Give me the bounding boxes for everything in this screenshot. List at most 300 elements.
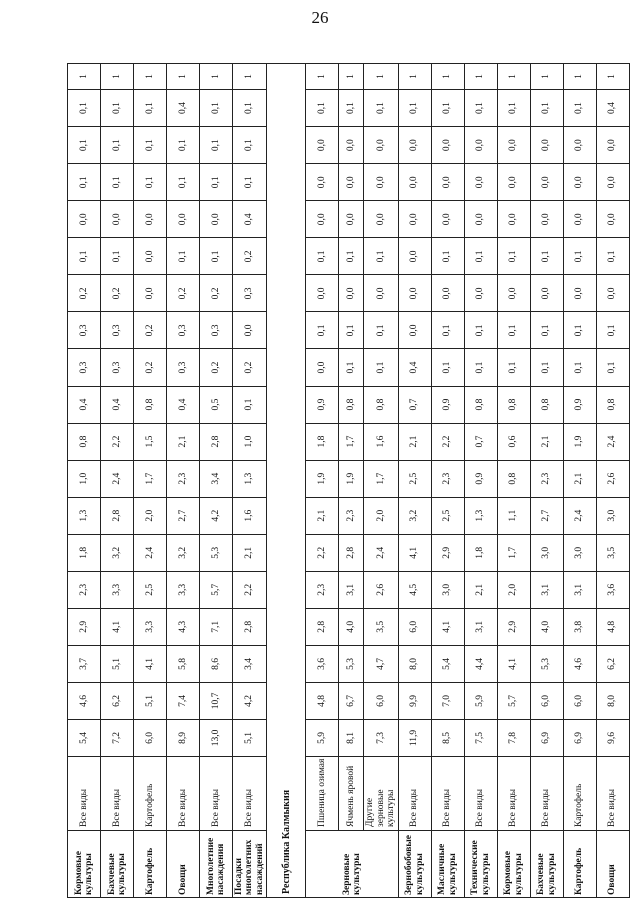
value-cell: 0,0 [464, 201, 497, 238]
value-cell: 4,1 [398, 534, 431, 571]
value-cell: 0,1 [233, 127, 267, 164]
value-cell: 0,4 [398, 349, 431, 386]
value-cell: 1,3 [464, 497, 497, 534]
value-cell: 5,4 [431, 645, 464, 682]
value-cell: 0,1 [101, 90, 134, 127]
value-cell: 0,1 [497, 238, 530, 275]
value-cell: 3,6 [596, 571, 629, 608]
value-cell: 3,1 [464, 608, 497, 645]
value-cell: 0,4 [167, 90, 200, 127]
value-cell: 0,1 [101, 238, 134, 275]
value-cell: 2,8 [200, 423, 233, 460]
value-cell: 0,1 [200, 164, 233, 201]
value-cell: 1,7 [364, 460, 398, 497]
last-cell: 1 [101, 64, 134, 90]
value-cell: 8,6 [200, 645, 233, 682]
value-cell: 0,1 [563, 312, 596, 349]
value-cell: 5,3 [339, 645, 364, 682]
value-cell: 0,2 [68, 275, 101, 312]
value-cell: 0,1 [431, 90, 464, 127]
value-cell: 0,9 [563, 386, 596, 423]
value-cell: 0,1 [398, 90, 431, 127]
value-cell: 4,6 [68, 682, 101, 719]
value-cell: 3,2 [398, 497, 431, 534]
value-cell: 0,0 [306, 164, 339, 201]
value-cell: 0,1 [364, 349, 398, 386]
value-cell: 0,1 [233, 90, 267, 127]
value-cell: 0,8 [339, 386, 364, 423]
value-cell: 0,1 [134, 164, 167, 201]
value-cell: 1,7 [339, 423, 364, 460]
crop-cell: Картофель [134, 831, 167, 898]
value-cell: 0,1 [306, 90, 339, 127]
value-cell: 8,9 [167, 719, 200, 756]
value-cell: 1,3 [233, 460, 267, 497]
value-cell: 0,1 [101, 164, 134, 201]
value-cell: 2,9 [431, 534, 464, 571]
value-cell: 0,0 [134, 275, 167, 312]
table-body-bottom [306, 64, 629, 898]
value-cell: 0,2 [101, 275, 134, 312]
value-cell: 0,3 [200, 312, 233, 349]
value-cell: 0,1 [497, 90, 530, 127]
last-cell: 1 [167, 64, 200, 90]
value-cell: 7,4 [167, 682, 200, 719]
value-cell: 2,8 [306, 608, 339, 645]
value-cell: 0,0 [464, 275, 497, 312]
value-cell: 0,1 [233, 164, 267, 201]
value-cell: 0,4 [68, 386, 101, 423]
value-cell: 6,0 [398, 608, 431, 645]
value-cell: 3,6 [306, 645, 339, 682]
value-cell: 0,1 [306, 238, 339, 275]
value-cell: 4,3 [167, 608, 200, 645]
value-cell: 6,0 [364, 682, 398, 719]
value-cell: 3,3 [134, 608, 167, 645]
value-cell: 0,0 [364, 201, 398, 238]
value-cell: 3,2 [167, 534, 200, 571]
value-cell: 0,8 [364, 386, 398, 423]
value-cell: 2,8 [233, 608, 267, 645]
table-row [431, 64, 464, 898]
value-cell: 0,0 [306, 127, 339, 164]
value-cell: 6,2 [596, 645, 629, 682]
value-cell: 0,0 [563, 275, 596, 312]
value-cell: 6,0 [134, 719, 167, 756]
last-cell: 1 [364, 64, 398, 90]
value-cell: 4,1 [101, 608, 134, 645]
table-row [464, 64, 497, 898]
value-cell: 0,0 [563, 164, 596, 201]
value-cell: 2,3 [530, 460, 563, 497]
value-cell: 0,1 [167, 164, 200, 201]
value-cell: 2,3 [306, 571, 339, 608]
value-cell: 9,6 [596, 719, 629, 756]
last-cell: 1 [134, 64, 167, 90]
value-cell: 2,5 [134, 571, 167, 608]
value-cell: 0,0 [497, 164, 530, 201]
value-cell: 0,1 [339, 238, 364, 275]
section-title: Республика Калмыкия [267, 64, 306, 898]
last-cell: 1 [431, 64, 464, 90]
value-cell: 2,7 [530, 497, 563, 534]
last-cell: 1 [563, 64, 596, 90]
value-cell: 2,1 [233, 534, 267, 571]
value-cell: 2,1 [563, 460, 596, 497]
value-cell: 0,1 [563, 90, 596, 127]
value-cell: 0,1 [530, 238, 563, 275]
value-cell: 0,0 [596, 164, 629, 201]
value-cell: 2,3 [167, 460, 200, 497]
kind-cell: Все виды [596, 757, 629, 831]
value-cell: 2,1 [530, 423, 563, 460]
value-cell: 0,0 [306, 349, 339, 386]
value-cell: 4,8 [596, 608, 629, 645]
last-cell: 1 [464, 64, 497, 90]
crop-cell: Масличные культуры [431, 831, 464, 898]
value-cell: 1,0 [233, 423, 267, 460]
value-cell: 0,7 [464, 423, 497, 460]
value-cell: 1,7 [134, 460, 167, 497]
value-cell: 0,4 [233, 201, 267, 238]
value-cell: 0,8 [464, 386, 497, 423]
value-cell: 0,0 [134, 201, 167, 238]
table-row [167, 64, 200, 898]
value-cell: 5,1 [233, 719, 267, 756]
value-cell: 4,1 [497, 645, 530, 682]
table-row [339, 64, 364, 898]
value-cell: 0,1 [200, 238, 233, 275]
value-cell: 8,0 [596, 682, 629, 719]
value-cell: 0,1 [306, 312, 339, 349]
value-cell: 5,1 [101, 645, 134, 682]
section-row [267, 64, 306, 898]
value-cell: 6,9 [563, 719, 596, 756]
value-cell: 7,1 [200, 608, 233, 645]
kind-cell: Картофель [563, 757, 596, 831]
value-cell: 0,1 [563, 349, 596, 386]
value-cell: 0,0 [339, 201, 364, 238]
value-cell: 3,3 [167, 571, 200, 608]
value-cell: 0,1 [497, 349, 530, 386]
value-cell: 0,1 [497, 312, 530, 349]
value-cell: 6,9 [530, 719, 563, 756]
value-cell: 0,0 [497, 275, 530, 312]
value-cell: 0,0 [364, 275, 398, 312]
value-cell: 0,8 [68, 423, 101, 460]
value-cell: 0,1 [596, 312, 629, 349]
value-cell: 0,1 [200, 90, 233, 127]
value-cell: 0,1 [167, 127, 200, 164]
value-cell: 5,7 [200, 571, 233, 608]
value-cell: 0,8 [497, 460, 530, 497]
value-cell: 5,9 [306, 719, 339, 756]
value-cell: 1,8 [464, 534, 497, 571]
value-cell: 0,3 [101, 349, 134, 386]
value-cell: 2,9 [497, 608, 530, 645]
value-cell: 1,3 [68, 497, 101, 534]
value-cell: 0,0 [398, 127, 431, 164]
value-cell: 1,1 [497, 497, 530, 534]
value-cell: 6,0 [563, 682, 596, 719]
value-cell: 0,0 [398, 238, 431, 275]
last-cell: 1 [398, 64, 431, 90]
value-cell: 0,2 [200, 349, 233, 386]
value-cell: 0,9 [306, 386, 339, 423]
value-cell: 0,0 [339, 164, 364, 201]
value-cell: 0,1 [68, 127, 101, 164]
table-row [134, 64, 167, 898]
value-cell: 2,6 [596, 460, 629, 497]
value-cell: 0,3 [68, 349, 101, 386]
value-cell: 3,5 [364, 608, 398, 645]
value-cell: 3,7 [68, 645, 101, 682]
value-cell: 0,1 [339, 349, 364, 386]
value-cell: 0,2 [233, 349, 267, 386]
value-cell: 4,5 [398, 571, 431, 608]
value-cell: 0,4 [167, 386, 200, 423]
value-cell: 11,9 [398, 719, 431, 756]
kind-cell: Другие зерновые культуры [364, 757, 398, 831]
last-cell: 1 [497, 64, 530, 90]
value-cell: 7,0 [431, 682, 464, 719]
value-cell: 0,0 [68, 201, 101, 238]
table-row [306, 64, 339, 898]
value-cell: 1,6 [364, 423, 398, 460]
value-cell: 0,0 [596, 127, 629, 164]
table-row [233, 64, 267, 898]
value-cell: 0,1 [431, 312, 464, 349]
value-cell: 13,0 [200, 719, 233, 756]
value-cell: 0,1 [530, 349, 563, 386]
value-cell: 0,1 [68, 238, 101, 275]
value-cell: 1,6 [233, 497, 267, 534]
table-body-top [68, 64, 267, 898]
section-row-group [267, 64, 306, 898]
value-cell: 2,2 [431, 423, 464, 460]
crop-cell: Технические культуры [464, 831, 497, 898]
value-cell: 0,0 [464, 127, 497, 164]
value-cell: 0,1 [464, 238, 497, 275]
value-cell: 0,3 [233, 275, 267, 312]
value-cell: 0,1 [134, 90, 167, 127]
kind-cell: Все виды [431, 757, 464, 831]
value-cell: 0,0 [398, 312, 431, 349]
value-cell: 2,3 [431, 460, 464, 497]
value-cell: 2,4 [134, 534, 167, 571]
value-cell: 1,0 [68, 460, 101, 497]
last-cell: 1 [68, 64, 101, 90]
value-cell: 7,2 [101, 719, 134, 756]
last-cell: 1 [200, 64, 233, 90]
value-cell: 3,1 [530, 571, 563, 608]
value-cell: 9,9 [398, 682, 431, 719]
value-cell: 2,3 [68, 571, 101, 608]
table-row [101, 64, 134, 898]
value-cell: 4,7 [364, 645, 398, 682]
last-cell: 1 [233, 64, 267, 90]
value-cell: 0,1 [364, 90, 398, 127]
value-cell: 0,1 [364, 238, 398, 275]
last-cell: 1 [339, 64, 364, 90]
value-cell: 2,9 [68, 608, 101, 645]
value-cell: 0,0 [339, 275, 364, 312]
value-cell: 3,0 [596, 497, 629, 534]
value-cell: 6,2 [101, 682, 134, 719]
value-cell: 0,0 [398, 201, 431, 238]
value-cell: 3,5 [596, 534, 629, 571]
value-cell: 3,3 [101, 571, 134, 608]
kind-cell: Все виды [167, 757, 200, 831]
value-cell: 0,0 [339, 127, 364, 164]
table-row [364, 64, 398, 898]
kind-cell: Все виды [464, 757, 497, 831]
value-cell: 3,0 [563, 534, 596, 571]
value-cell: 0,0 [530, 127, 563, 164]
value-cell: 0,8 [134, 386, 167, 423]
value-cell: 2,0 [364, 497, 398, 534]
value-cell: 0,3 [68, 312, 101, 349]
value-cell: 0,8 [596, 386, 629, 423]
value-cell: 0,1 [464, 349, 497, 386]
value-cell: 0,0 [364, 164, 398, 201]
value-cell: 2,1 [167, 423, 200, 460]
value-cell: 0,0 [306, 275, 339, 312]
value-cell: 0,0 [431, 127, 464, 164]
value-cell: 0,1 [464, 312, 497, 349]
value-cell: 0,5 [200, 386, 233, 423]
value-cell: 5,4 [68, 719, 101, 756]
value-cell: 8,1 [339, 719, 364, 756]
value-cell: 0,1 [233, 386, 267, 423]
value-cell: 2,2 [101, 423, 134, 460]
value-cell: 2,5 [398, 460, 431, 497]
value-cell: 0,1 [464, 90, 497, 127]
value-cell: 3,0 [431, 571, 464, 608]
table-row [398, 64, 431, 898]
kind-cell: Пшеница озимая [306, 757, 339, 831]
value-cell: 4,8 [306, 682, 339, 719]
rotated-table-frame [67, 63, 618, 898]
value-cell: 2,1 [306, 497, 339, 534]
kind-cell: Ячмень яровой [339, 757, 364, 831]
value-cell: 0,1 [431, 349, 464, 386]
value-cell: 4,0 [530, 608, 563, 645]
value-cell: 0,3 [101, 312, 134, 349]
value-cell: 0,1 [364, 312, 398, 349]
table-row [497, 64, 530, 898]
value-cell: 0,0 [530, 164, 563, 201]
crop-cell: Кормовые культуры [497, 831, 530, 898]
crop-cell: Овощи [167, 831, 200, 898]
value-cell: 0,1 [596, 238, 629, 275]
page-number: 26 [311, 8, 329, 27]
data-table [67, 63, 630, 898]
value-cell: 7,8 [497, 719, 530, 756]
value-cell: 2,2 [233, 571, 267, 608]
value-cell: 0,1 [200, 127, 233, 164]
crop-cell: Посадки многолетних насаждений [233, 831, 267, 898]
table-row [596, 64, 629, 898]
value-cell: 0,0 [101, 201, 134, 238]
value-cell: 0,1 [339, 312, 364, 349]
kind-cell: Все виды [101, 757, 134, 831]
value-cell: 2,1 [398, 423, 431, 460]
value-cell: 2,6 [364, 571, 398, 608]
value-cell: 0,1 [339, 90, 364, 127]
value-cell: 0,4 [101, 386, 134, 423]
value-cell: 0,3 [167, 312, 200, 349]
value-cell: 0,1 [530, 90, 563, 127]
kind-cell: Картофель [134, 757, 167, 831]
value-cell: 0,1 [530, 312, 563, 349]
value-cell: 0,1 [101, 127, 134, 164]
value-cell: 2,4 [364, 534, 398, 571]
value-cell: 0,0 [563, 127, 596, 164]
value-cell: 3,4 [200, 460, 233, 497]
value-cell: 2,4 [596, 423, 629, 460]
value-cell: 6,7 [339, 682, 364, 719]
value-cell: 0,0 [167, 201, 200, 238]
value-cell: 0,0 [530, 201, 563, 238]
value-cell: 1,8 [68, 534, 101, 571]
crop-cell: Кормовые культуры [68, 831, 101, 898]
value-cell: 0,0 [563, 201, 596, 238]
value-cell: 10,7 [200, 682, 233, 719]
value-cell: 1,9 [306, 460, 339, 497]
value-cell: 1,9 [339, 460, 364, 497]
value-cell: 3,4 [233, 645, 267, 682]
value-cell: 0,0 [233, 312, 267, 349]
value-cell: 0,8 [497, 386, 530, 423]
value-cell: 0,8 [530, 386, 563, 423]
value-cell: 0,4 [596, 90, 629, 127]
kind-cell: Все виды [530, 757, 563, 831]
value-cell: 0,0 [431, 275, 464, 312]
table-row [563, 64, 596, 898]
last-cell: 1 [306, 64, 339, 90]
kind-cell: Все виды [200, 757, 233, 831]
kind-cell: Все виды [68, 757, 101, 831]
value-cell: 0,9 [464, 460, 497, 497]
last-cell: 1 [596, 64, 629, 90]
value-cell: 0,3 [167, 349, 200, 386]
value-cell: 2,0 [497, 571, 530, 608]
value-cell: 5,3 [530, 645, 563, 682]
value-cell: 4,1 [134, 645, 167, 682]
value-cell: 3,2 [101, 534, 134, 571]
value-cell: 0,1 [68, 164, 101, 201]
value-cell: 1,8 [306, 423, 339, 460]
value-cell: 0,0 [200, 201, 233, 238]
value-cell: 0,0 [398, 275, 431, 312]
crop-cell: Бахчевые культуры [530, 831, 563, 898]
value-cell: 0,0 [398, 164, 431, 201]
value-cell: 1,5 [134, 423, 167, 460]
value-cell: 4,2 [200, 497, 233, 534]
value-cell: 3,1 [563, 571, 596, 608]
value-cell: 2,5 [431, 497, 464, 534]
value-cell: 2,3 [339, 497, 364, 534]
crop-cell: Бахчевые культуры [101, 831, 134, 898]
table-row [200, 64, 233, 898]
value-cell: 2,1 [464, 571, 497, 608]
value-cell: 0,1 [431, 238, 464, 275]
value-cell: 2,0 [134, 497, 167, 534]
value-cell: 2,2 [306, 534, 339, 571]
value-cell: 8,0 [398, 645, 431, 682]
value-cell: 0,1 [563, 238, 596, 275]
